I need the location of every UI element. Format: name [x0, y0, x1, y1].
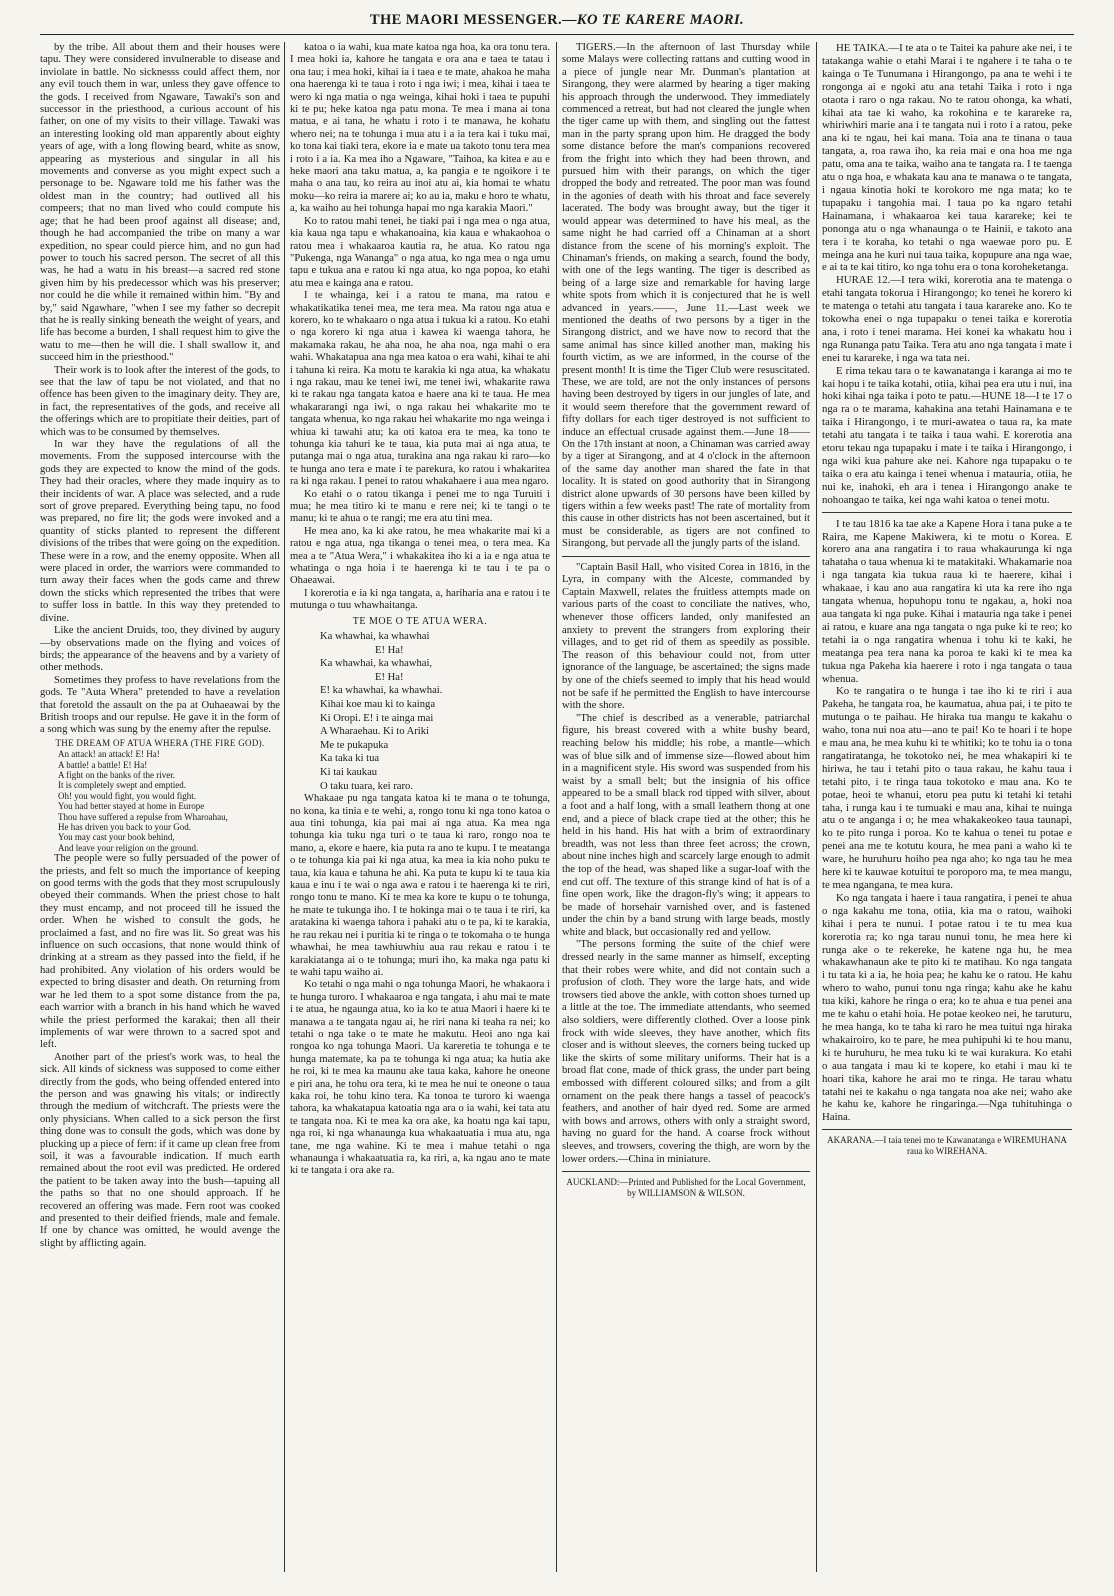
- paragraph: Ko te rangatira o te hunga i tae iho ki te riri i aua Pakeha, he tangata roa, he kaumatua, ahua pai, i te pito te mutunga o te paihau. He hiraka tua mangu te kakahu o waho, tona nui noa atu—ano te pai! Ko te hoari i te hope e mau ana, he mea kuhu ki te whitiki; ko te tohu ia o tona rangatiratanga, he tokotoko nei, he mea whakapiri ki te hiriwa, he tau i tetahi pito o taua rakau, he kahu taua i tetahi pito, i te ringa taua tokotoko e mau ana. Ko te potae, heoi te whanui, etoru pea putu ki tetahi ki tetahi taha, i runga kau i te tumuaki e mau ana, kihai te nuinga atu o te anganga i o; he mea whakakeokeo taua taunapi, ko te pito runga i poroa. Ko te kahua o tenei tu potae e penei ana me te kotutu koura, he mea pani a waho ki te ware, he huruhuru hoiho pea nga aho; ko nga tau he mea here ki te kauwae kotuitui te poroporo ma, te mea mangu, te mea ngangana, te mea kura.: [822, 685, 1072, 891]
- section-rule: [562, 1171, 810, 1172]
- paragraph: He mea ano, ka ki ake ratou, he mea whakarite mai ki a ratou e nga atua, nga tikanga o tenei mea, o tera mea. Ka mea a te "Atua Wera," i whakakitea iho ki a ia e nga atua te whatinga o nga hoia i te haerenga ki te tau i te pa o Ohaeawai.: [290, 525, 550, 587]
- waiata-line: Ka taka ki tua: [320, 753, 380, 765]
- poem-line: And leave your religion on the ground.: [58, 842, 199, 853]
- paragraph: Ko nga tangata i haere i taua rangatira, i penei te ahua o nga kakahu me tona, otiia, kia ma o ratou, waihoki kihai i pera te nunui. I potae ratou i te tu mea kua korerotia ra; ko nga tarau nunui tonu, he mea here ki runga ake o te rekereke, he katene nga hu, he mea whakawhanaun ake te pito ki te matihau. Ko nga tangata i tu tata ki a ia, he hoia pea; he kahu ke o ratou. He kahu whero to waho, punui tonu nga ringa; kahu ake he kahu tua kiki, kahore he ringa o era; ko te ahua e tua penei ana me te kahu o etahi hoia. He potae keokeo nei, he taruturu, he mea hanga, ko te taha ki raro he mea tuitui nga hiraka whakairoiro, ko te pare, he mea puhipuhi ki te hou manu, ki te huruhuru, he mea tuku ki te wai kurakura. Ko etahi o aua tangata i mau ki te kopere, ko etahi i mau ki te hoari tika, kahore he arai mo te ringa. He tarau whatu tatahi nei te kakahu o nga tangata noa ake nei; waho ake he kahu ke, kahore he ringaringa.—Nga tuhituhinga o Haina.: [822, 891, 1072, 1124]
- paragraph: [562, 42, 810, 551]
- paragraph: The people were so fully persuaded of the power of the priests, and felt so much the importance of keeping on good terms with the gods that they most scrupulously obeyed their commands. When the priest chose to halt they must encamp, and not proceed till he issued the order. When he wished to consult the gods, he proclaimed a fast, and no fire was lit. So great was his influence on such occasions, that none would think of drinking at a stream as they passed into the field, if he had prohibited. Any violation of his orders would be expected to bring disaster and death. On returning from war he led them to a spot some distance from the pa, each warrior with a branch in his hand which he waved while the priest performed the karakai; then all their implements of war were thrown to a sacred spot and left.: [40, 853, 280, 1051]
- paragraph: katoa o ia wahi, kua mate katoa nga hoa, ka ora tonu tera. I mea hoki ia, kahore he tangata e ora ana e taea te tatau i ona tau; i mea hoki, kihai ia i taea e te mate, ahakoa he maha ona haerenga ki te taua i roto i nga iwi; i mea, kihai i taea te wero ki nga matia o nga weinga, kihai hoki i taea te pupuhi ki te pu; heke katoa nga patu mona. Te mea i mana ai tona matua, e ai tana, he whatu i roto i te manawa, he kohatu whero nei; na te tohunga i mua atu i a ia tera kai i tuku mai, ko tona kai tiaki tera, ekore ia e mate ua takoto tonu tera mea i roto i a ia. Ka mea iho a Ngaware, "Taihoa, ka kitea e au e heke maori ana taku matua, a, ka pangia e te ngoikore i te maha o ana tau, ko reira au inoi atu ai, kia homai te whatu moku—ko reira ia marere ai; ko au ia, maku e horo te whatu, a, ka waiho au hei tohunga hapai mo nga karakia Maori.": [290, 42, 550, 215]
- paragraph-text: —I tera wiki, korerotia ana te matenga o etahi tangata tokorua i Hirangongo; ko tenei he korero ki te matenga o tetahi atu tangata i taua karareke ano. Ko te tokowha enei o nga tupapaku o tenei taika e korerotia ana, i roto i tenei marama. Hei konei ka whakatu hou i nga Runanga patu Taika. Tera atu ano nga tangata i mate i enei tu karareke, i nga wa tata nei.: [822, 274, 1072, 364]
- paragraph: I korerotia e ia ki nga tangata, a, hariharia ana e ratou i te mutunga o tuu whawhaitanga.: [290, 587, 550, 612]
- paragraph: Ko tetahi o nga mahi o nga tohunga Maori, he whakaora i te hunga turoro. I whakaaroa e nga tangata, i ahu mai te mate i te atua, he ngaunga atua, ko ia ko te atua Maori i haere ki te manawa a te tangata ngau ai, he riri nana ki teaha ra nei; ko tetahi o nga take o te mate he makutu. Heoi ano nga kai rongoa ko nga tohunga Maori. Ua kareretia te tohunga e te hunga matemate, ka pa te tohunga ki nga atua; ka hutia ake he roi, ki te mea ka maunu ake taua kaka, kahore he oneone e piri ana, he tohu ora tera, ki te mea he nui te oneone o taua kaka roi, he tohu kino tera. Ka tonoa te turoro ki waenga tahora, ka whakatapua katoatia nga ara o ia wahi, kei tata atu te tangata noa. Ki te mea ka ora ake, ka hoatu nga kai tapu, nga roi, ki nga whanaunga kua whakaatuatia i mua atu, nga tane, me nga wahine. Ki te mea i mahue tetahi o nga whanaunga i whakaatuatia ra, ka riri, a, ka ngau ano te mate ki te tangata i ora ake ra.: [290, 979, 550, 1177]
- paragraph: Whakaae pu nga tangata katoa ki te mana o te tohunga, no kona, ka tinia e te wehi, a, rongo tonu ki nga tono katoa o aua tini tohunga, kia pai mai ai nga atua. Ka mea nga tohunga kia tuku nga turi o te taua ki raro, rongo noa te mano, a, ekore e haere, kia puta ra ano te kupu. I te meatanga o te tohunga kia pai ki nga atua, ka mea ia kia noho puku te taua, kia kaua e tahuna he ahi. Ka puta te kupu ki te taua kia kaua e inu i te wai o nga awa e ratou i te haerenga ki te riri, rongo tonu te mano. Ki te mea ka kore te kupu o te tohunga, he mate te tukunga iho. I te hokinga mai o te taua i te riri, ka aratakina ki waenga tahora i pahaki atu o te pa, ki te karakia, he rau rekau nei i puritia ki te ringa o te tokomaha o te hunga whawhai, he mea tawhiuwhiu aua rau rekau e ratou i te karakiatanga ai o te tohunga; muri iho, ka maka nga patu ki te wahi tapu waiho ai.: [290, 793, 550, 978]
- waiata-line: A Wharaehau. Ki to Ariki: [320, 726, 429, 738]
- paragraph: Ko to ratou mahi tenei, he tiaki pai i nga mea o nga atua, kia kaua nga tapu e whakanoaina, kia kaua e whakaohoa o ratou mea i whakaaroa kautia ra, he atua. Ko ratou nga "Pukenga, nga Wananga" o nga atua, ko nga mea o nga umu tapu e tukua ana e ratou ki nga atua, ko nga popoa, ko etahi atu mea e kainga ana e ratou.: [290, 215, 550, 289]
- waiata: [290, 630, 550, 793]
- waiata-line: E! Ha!: [375, 671, 404, 683]
- poem-line: Oh! you would fight, you would fight.: [58, 790, 196, 801]
- poem-line: It is completely swept and emptied.: [58, 780, 186, 791]
- masthead: [0, 12, 1114, 29]
- section-rule: [562, 556, 810, 557]
- masthead-title-maori: KO TE KARERE MAORI.: [576, 12, 745, 28]
- paragraph: "Captain Basil Hall, who visited Corea in 1816, in the Lyra, in company with the Alceste, commanded by Captain Maxwell, relates the fruitless attempts made on various parts of the coast to conciliate the natives, who, whenever those officers landed, only manifested an anxiety to prevent the strangers from exploring their villages, and to get rid of them as speedily as possible. The reason of this behaviour could not, from utter ignorance of the language, be ascertained; the signs made by one of the chiefs seemed to imply that his head would not be safe if he permitted the English to have intercourse with the shore.: [562, 561, 810, 712]
- waiata-line: E! ka whawhai, ka whawhai.: [320, 685, 443, 697]
- column-divider: [816, 42, 817, 1572]
- column-3-english-tigers-corea: [562, 42, 810, 1572]
- waiata-line: Ka whawhai, ka whawhai: [320, 631, 430, 643]
- waiata-line: Me te pukapuka: [320, 739, 389, 751]
- corea-quote: [562, 562, 810, 1167]
- paragraph: Sometimes they profess to have revelations from the gods. Te "Auta Whera" pretended to have a revelation that foretold the assault on the pa at Ouhaeawai by the British troops and our repulse. He gave it in the form of a song which was sung by the enemy after the repulse.: [40, 674, 280, 736]
- imprint-maori: AKARANA.—I taia tenei mo te Kawanatanga e WIREMUHANA raua ko WIREHANA.: [827, 1135, 1067, 1156]
- paragraph: [822, 42, 1072, 274]
- paragraph: In war they have the regulations of all the movements. From the supposed intercourse with the gods they are expected to know the mind of the gods. They had their oracles, where they made inquiry as to their incidents of war. A place was selected, and a rude sort of grove prepared. Everything being tapu, no food was prepared, no fire lit; the gods were invoked and a quantity of sticks planted to represent the different divisions of the tribes that were going on the expedition. These were in a row, and the enemy opposite. When all were placed in order, the warriors were commanded to turn away their faces when the gods came and threw down the sticks which represented the tribes that were to suffer loss in battle. In this way they pretended to divine.: [40, 439, 280, 624]
- poem-line: You had better stayed at home in Europe: [58, 801, 205, 812]
- column-2-maori-tohunga: [290, 42, 550, 1572]
- waiata-title: TE MOE O TE ATUA WERA.: [352, 615, 488, 627]
- paragraph: E rima tekau tara o te kawanatanga i karanga ai mo te kai hopu i te taika kotahi, otiia, kihai pea era utu i nui, ina hoki kihai nga taika i poto te patu.—HUNE 18—I te 17 o nga ra o te marama, kahakina ana tetahi Hainamana e te taika i Hirangongo, i te muri-awatea o taua ra, ka mate tetahi atu tangata i te taika i taua wahi. E korerotia ana etoru tekau nga tupapaku i mate i te taika i Hirangongo, i nga wiki kua pahure ake nei. Kahore nga tupapaku o te taika o era atu kainga i tenei whenua i matauria, otiia, he nui ke, inahoki, eh ara i tenea i Hirangongo anake te nohoangao te taika, kei nga wahi katoa o tenei motu.: [822, 364, 1072, 506]
- column-1-english-priests: [40, 42, 280, 1572]
- section-heading: HURAE 12.: [836, 274, 891, 287]
- waiata-line: Ki Oropi. E! i te ainga mai: [320, 712, 434, 724]
- poem-line: A battle! a battle! E! Ha!: [58, 759, 148, 770]
- poem: [40, 749, 280, 853]
- paragraph: [822, 274, 1072, 364]
- paragraph: I te tau 1816 ka tae ake a Kapene Hora i tana puke a te Raira, me Kapene Makiwera, ki te motu o Korea. E korero ana ana rangatira i to raua whakaurunga ki nga tahataha o taua whenua ki te matakitaki. Whakamarie noa i nga tangata kia tukua raua ki te haerere, kihai i whakaae, i kau ano aua rangatira ki uta ka rere iho nga tangata whenua, hopuhopu tonu te ngakau, a, hoki noa aua tangata ki nga puke. Kihai i matauria nga take i penei ai ratou, e kuare ana nga tangata o nga puke ki te reo; ko tetahi ia o nga rangatira whenua i tohu ki te kaki, he meatanga pea tera nana ka poroa te kaki ki te mea ka tukua nga Pakeha kia haerere i roto i nga tangata o taua whenua.: [822, 517, 1072, 685]
- section-heading: HE TAIKA.: [836, 42, 889, 54]
- poem-line: You may cast your book behind,: [58, 832, 175, 843]
- waiata-line: E! Ha!: [375, 644, 404, 656]
- paragraph: Their work is to look after the interest of the gods, to see that the law of tapu be not violated, and that no offence has been given to the imaginary deity. They are, in fact, the representatives of the gods, and receive all the offerings which are to propitiate their deities, part of which was to be consumed by themselves.: [40, 364, 280, 438]
- masthead-title-english: THE MAORI MESSENGER.: [369, 12, 563, 28]
- paragraph: "The chief is described as a venerable, patriarchal figure, his breast covered with a white bushy beard, reaching below his middle; his robe, a mantle—which was of blue silk and of immense size—flowed about him in a magnificent style. His sword was suspended from his waist by a small belt; but the insignia of his office appeared to be a small black rod tipped with silver, about a foot and a half long, with a small leathern thong at one end, and a piece of black crape tied at the other; this he held in his hand. His hat with a brim of extraordinary breadth, was not less than three feet across; the crown, about nine inches high and scarcely large enough to admit the top of the head, was shaped like a sugar-loaf with the end cut off. The texture of this strange kind of hat is of a fine open work, like the dragon-fly's wing; it appears to be made of horsehair varnished over, and is fastened under the chin by a band strung with large beads, mostly white and black, but occasionally red and yellow.: [562, 712, 810, 938]
- waiata-line: Ka whawhai, ka whawhai,: [320, 658, 433, 670]
- paragraph: I te whainga, kei i a ratou te mana, ma ratou e whakatikatika tenei mea, me tera mea. Ma ratou nga atua e korero, ko te whakaaro o nga atua i tukua ki a ratou. Ko etahi o nga korero ki nga atua i kawea ki waenga tahora, he makamaka rakau, he aha noa, he aha noa, nga mahi o era wahi. Whakatapua ana nga mea katoa o era wahi, kihai te ahi i tahuna ki reira. Ka motu te karakia ki nga atua, ka whakatu i nga rakau, mau ke tenei iwi, me tenei iwi, whakarite rawa ki te rakau nga tangata katoa e haere ana ki te taua. He mea whakararangi nga iwi, o nga rakau hei whakarite mo te tangata whenua, ko nga rakau hei whakarite mo nga weinga i whiua ki tawahi atu; ka oti katoa era te mea, ka tono te tohunga kia tahuri ke te taua, kia puta mai ai nga atua, te putanga mai o nga atua, turakina ana nga rakau ki raro—ko te hunga ano tera e mate i te parekura, ko ratou i whakaritea ra ki nga rakau. I penei to ratou whakahaere i aua mea ngaro.: [290, 290, 550, 488]
- column-4-maori-taika-korea: [822, 42, 1072, 1572]
- imprint-english: AUCKLAND:—Printed and Published for the Local Government, by WILLIAMSON & WILSON.: [566, 1177, 806, 1198]
- paragraph-text: —I te ata o te Taitei ka pahure ake nei, i te tatakanga wahie o etahi Marai i te ngahere i te taha o te kainga o Te Tunumana i Hirangongo, pa ana te wehi i te rongonga ai e ngoki atu ana tetahi Taika i roto i nga otaota i raro o nga rakau. No te ratou ohonga, ka whati, kihai ata tae ki waho, ka rokohina e te karareke ra, whiriwhiri marie ana i te tangata nui i roto i a ratou, peke ana ki te ngau, hei kai mana. Toia ana te tinana o taua tangata, a, roa rawa iho, ka reia mai e ona hoa me nga patu, oma ana te taika, waiho ana te tangata ra. I te taenga atu o nga hoa, e whakata kau ana te manawa o te tangata, i ngaua kinotia hoki te korokoro me nga mata; ko te tupapaku i tangohia mai. I taua po ka ngaro tetahi Hainamana, i whakaaroa kei taua karareke; kei te pononga atu o nga whanaunga o te Hainii, e takoto ana tera i te koraha, ko tetahi o nga waewae poro pu. E meinga ana he kuri nui taua taika, kopupure ana nga wae, e ai ta te kai titiro, ko nga tohu era o tona koroheketanga.: [822, 42, 1072, 274]
- masthead-rule: [40, 34, 1074, 35]
- poem-line: He has driven you back to your God.: [58, 822, 191, 832]
- paragraph: "The persons forming the suite of the chief were dressed nearly in the same manner as himself, excepting that their robes were white, and did not contain such a profusion of cloth. They wore the large hats, and wide trowsers tied above the ankle, with cotton shoes turned up a little at the toe. The immediate attendants, who seemed also soldiers, were differently clothed. Over a loose pink frock with wide sleeves, they have another, which fits closer and is without sleeves, the corners being tucked up like the skirts of some military uniforms. Their hat is a broad flat cone, made of thick grass, the under part being embossed with different coloured silks; and from a gilt ornament on the peak there hangs a tassel of peacock's feathers, and another of hair dyed red. Some are armed with bows and arrows, others with only a straight sword, having no guard for the hand. A coarse frock without sleeves, and trowsers, covering the thigh, are worn by the lower orders.—China in miniature.: [562, 939, 810, 1165]
- poem-line: A fight on the banks of the river.: [58, 769, 175, 780]
- column-divider: [284, 42, 285, 1572]
- poem-line: An attack! an attack! E! Ha!: [58, 749, 160, 760]
- section-heading: TIGERS.: [576, 42, 616, 53]
- waiata-line: Kihai koe mau ki to kainga: [320, 699, 436, 711]
- poem-line: Thou have suffered a repulse from Wharoahau,: [58, 811, 228, 822]
- poem-title: THE DREAM OF ATUA WHERA (THE FIRE GOD).: [55, 737, 265, 748]
- paragraph: by the tribe. All about them and their houses were tapu. They were considered invulnerable to disease and inviolate in battle. No sicknesss could affect them, nor any evil touch them in war, unless they gave offence to the gods. I received from Ngaware, Tawaki's son and successor in the priesthood, a curious account of his father, on one of my visits to their village. Tawaki was an interesting looking old man apparently about eighty years of age, with a long flowing beard, white as snow, appearing as mysterious and singular in all his movements and converse as you might expect such a personage to be. Ngaware told me his father was the oldest man in the country; had outlived all his compeers; that no man lived who could compute his age; that he had been proof against all disease; and, though he had accompanied the tribe on many a war expedition, no spear could pierce him, and no gun had power to touch his sacred person. The secret of all this was, he had a watu in his breast—a sacred red stone given him by his predecessor which was his preserver; nor could he die while it remained within him. "By and by," said Ngawhare, "when I see my father so decrepit that he is really sinking beneath the weight of years, and life has become a burden, I shall request him to give the watu to me—then he will die. I shall swallow it, and succeed him in the priesthood.": [40, 42, 280, 364]
- paragraph-text: —In the afternoon of last Thursday while some Malays were collecting rattans and cutting wood in a piece of jungle near Mr. Dunman's plantation at Sirangong, they were alarmed by hearing a tiger making his approach through the underwood. They immediately commenced a retreat, but had not cleared the jungle when the tiger came up with them, and singling out the fattest man in the party sprang upon him. He dragged the body some distance before the man's companions recovered from the fright into which they had been thrown, and pursued him with their parangs, on which the tiger dropped the body and retreated. The poor man was found in the agonies of death with his throat and face severely lacerated. The body was brought away, but the tiger it would appear was determined to have his meal, as the same night he had carried off a Chinaman at a short distance from the scene of his morning's exploit. The Chinaman's friends, on making a search, found the body, with one of the legs wanting. The tiger is described as being of a large size and remarkable for having large white spots from which it is conjectured that he is well advanced in years.——, June 11.—Last week we mentioned the deaths of two persons by a tiger in the Sirangong district, and we have now to record that the same animal has since killed another man, making his fourth victim, as we are informed, in the course of the present month! It is time the Tiger Club were resuscitated. These, we are told, are not the only instances of persons having been destroyed by tigers in our jungles of late, and it would seem therefore that the government reward of fifty dollars for each tiger destroyed is not sufficient to induce an effectual crusade against them.—June 18—— On the 17th instant at noon, a Chinaman was carried away by a tiger at Sirangong, and at 4 o'clock in the afternoon of the same day another man shared the fate in that locality. It is stated on good authority that in Sirangong district alone upwards of 30 persons have been killed by tigers within a few weeks past! The rate of mortality from this cause in other districts has not been ascertained, but it must be considerable, as tigers are not confined to Sirangong, but pervade all the jungly parts of the island.: [562, 42, 810, 550]
- paragraph: Ko etahi o o ratou tikanga i penei me to nga Turuiti i mua; he mea titiro ki te manu e rere nei; ki te tangi o te manu; ki te ahua o te rangi; me era atu tini mea.: [290, 488, 550, 525]
- paragraph: Another part of the priest's work was, to heal the sick. All kinds of sickness was supposed to come either directly from the gods, who being offended entered into the person and was gnawing his vitals; or indirectly through the medium of witchcraft. The priests were the only physicians. When called to a sick person the first thing done was to consult the gods, which was done by plucking up a piece of fern: if it came up clean free from soil, it was a favourable indication. If much earth remained about the root evil was predicted. He ordered the patient to be taken away into the bush—tapuing all the paths so that no one should approach. If he recovered an offering was made. Fern root was cooked and presented to their deified friends, male and female. If one by chance was omitted, he would avenge the slight by afflicting again.: [40, 1051, 280, 1249]
- section-rule: [822, 1129, 1072, 1130]
- masthead-dash: —: [562, 12, 577, 28]
- waiata-line: O taku tuara, kei raro.: [320, 780, 413, 792]
- paragraph: Like the ancient Druids, too, they divined by augury—by observations made on the flying and voices of birds; the appearance of the heavens and by a variety of other methods.: [40, 625, 280, 674]
- section-rule: [822, 512, 1072, 513]
- column-divider: [556, 42, 557, 1572]
- waiata-line: Ki tai kaukau: [320, 767, 378, 779]
